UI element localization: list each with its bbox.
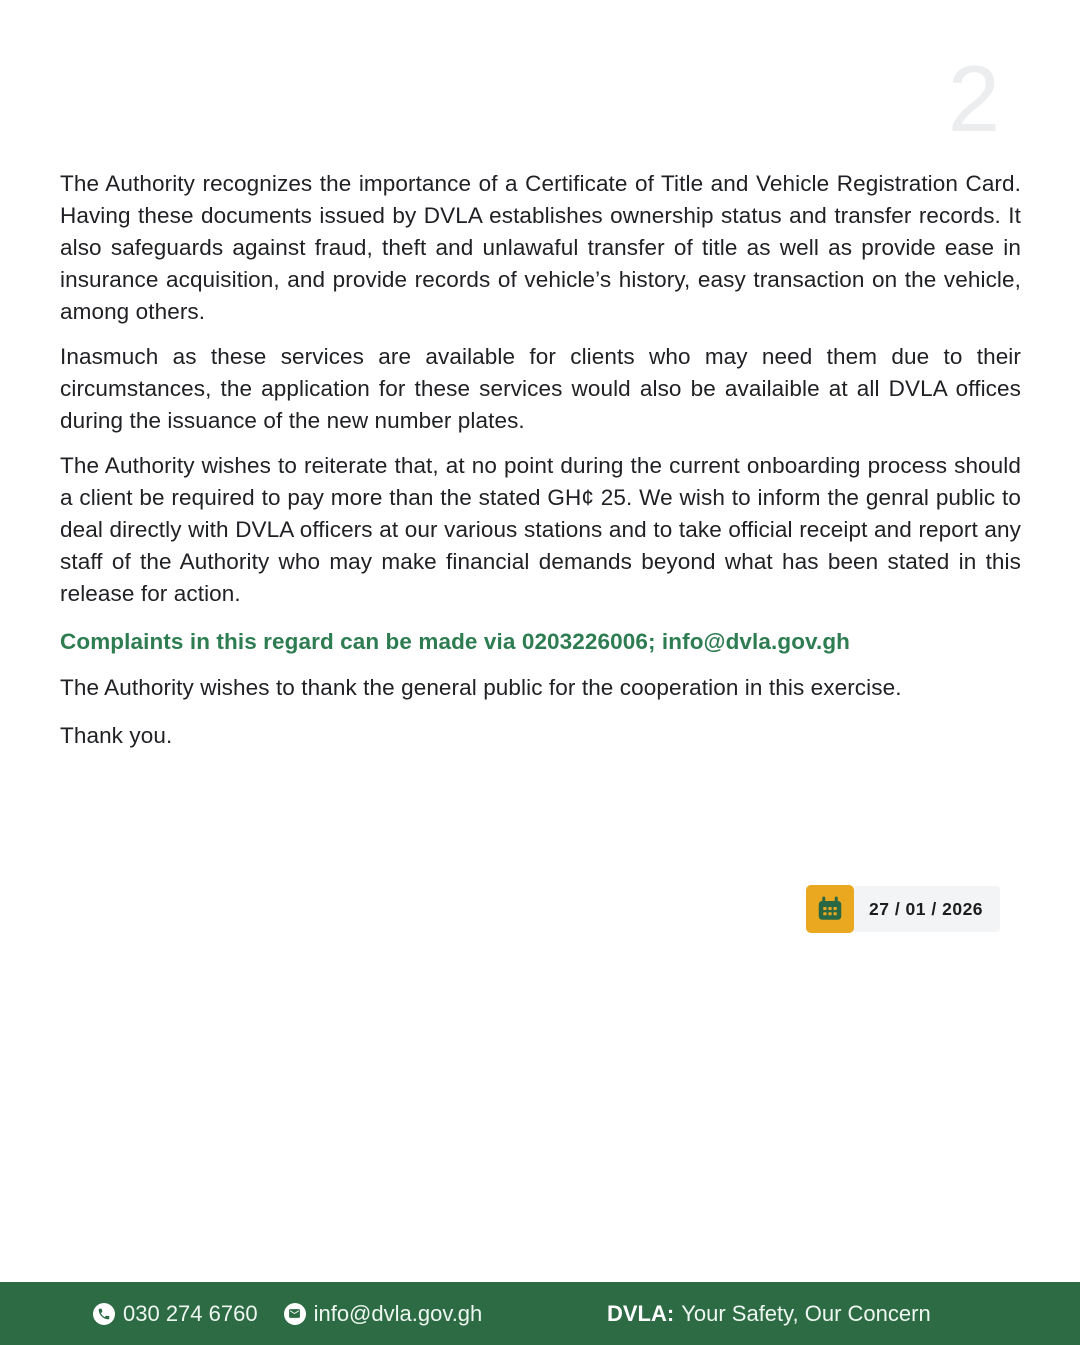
footer-contact-group bbox=[93, 1301, 482, 1327]
closing-line: Thank you. bbox=[60, 723, 173, 748]
paragraph-thanks: The Authority wishes to thank the general public for the cooperation in this exercise. bbox=[60, 675, 902, 700]
press-release-body bbox=[60, 168, 1021, 765]
paragraph-certificate-importance: The Authority recognizes the importance of a Certificate of Title and Vehicle Registration Card. Having these documents issued by DVLA establishes ownership status and transfer records. It also safeguards against fraud, theft and unlawaful transfer of title as well as provide ease in insurance acquisition, and provide records of vehicle’s history, easy transaction on the vehicle, among others. bbox=[60, 171, 1021, 324]
footer-email: info@dvla.gov.gh bbox=[313, 1300, 483, 1326]
paragraph-service-availability: Inasmuch as these services are available for clients who may need them due to their circumstances, the application for these services would also be availaible at all DVLA offices during the issuance of the new number plates. bbox=[60, 344, 1021, 433]
footer-phone: 030 274 6760 bbox=[123, 1300, 258, 1326]
paragraph-payment-warning: The Authority wishes to reiterate that, at no point during the current onboarding process should a client be required to pay more than the stated GH¢ 25. We wish to inform the genral public to deal directly with DVLA officers at our various stations and to take official receipt and report any staff of the Authority who may make financial demands beyond what has been stated in this release for action. bbox=[60, 453, 1021, 606]
complaints-contact-line: Complaints in this regard can be made via 0203226006; info@dvla.gov.gh bbox=[60, 629, 851, 654]
date-pill bbox=[852, 886, 1000, 932]
email-icon bbox=[284, 1303, 306, 1325]
phone-icon bbox=[93, 1303, 115, 1325]
date-badge bbox=[806, 885, 1000, 933]
calendar-icon bbox=[806, 885, 854, 933]
footer-bar bbox=[0, 1282, 1080, 1345]
footer-slogan: Your Safety, Our Concern bbox=[681, 1300, 931, 1326]
footer-brand: DVLA: bbox=[607, 1300, 675, 1326]
page-number: 2 bbox=[947, 46, 1000, 151]
footer-slogan-group bbox=[607, 1301, 931, 1327]
date-text: 27 / 01 / 2026 bbox=[869, 898, 984, 919]
